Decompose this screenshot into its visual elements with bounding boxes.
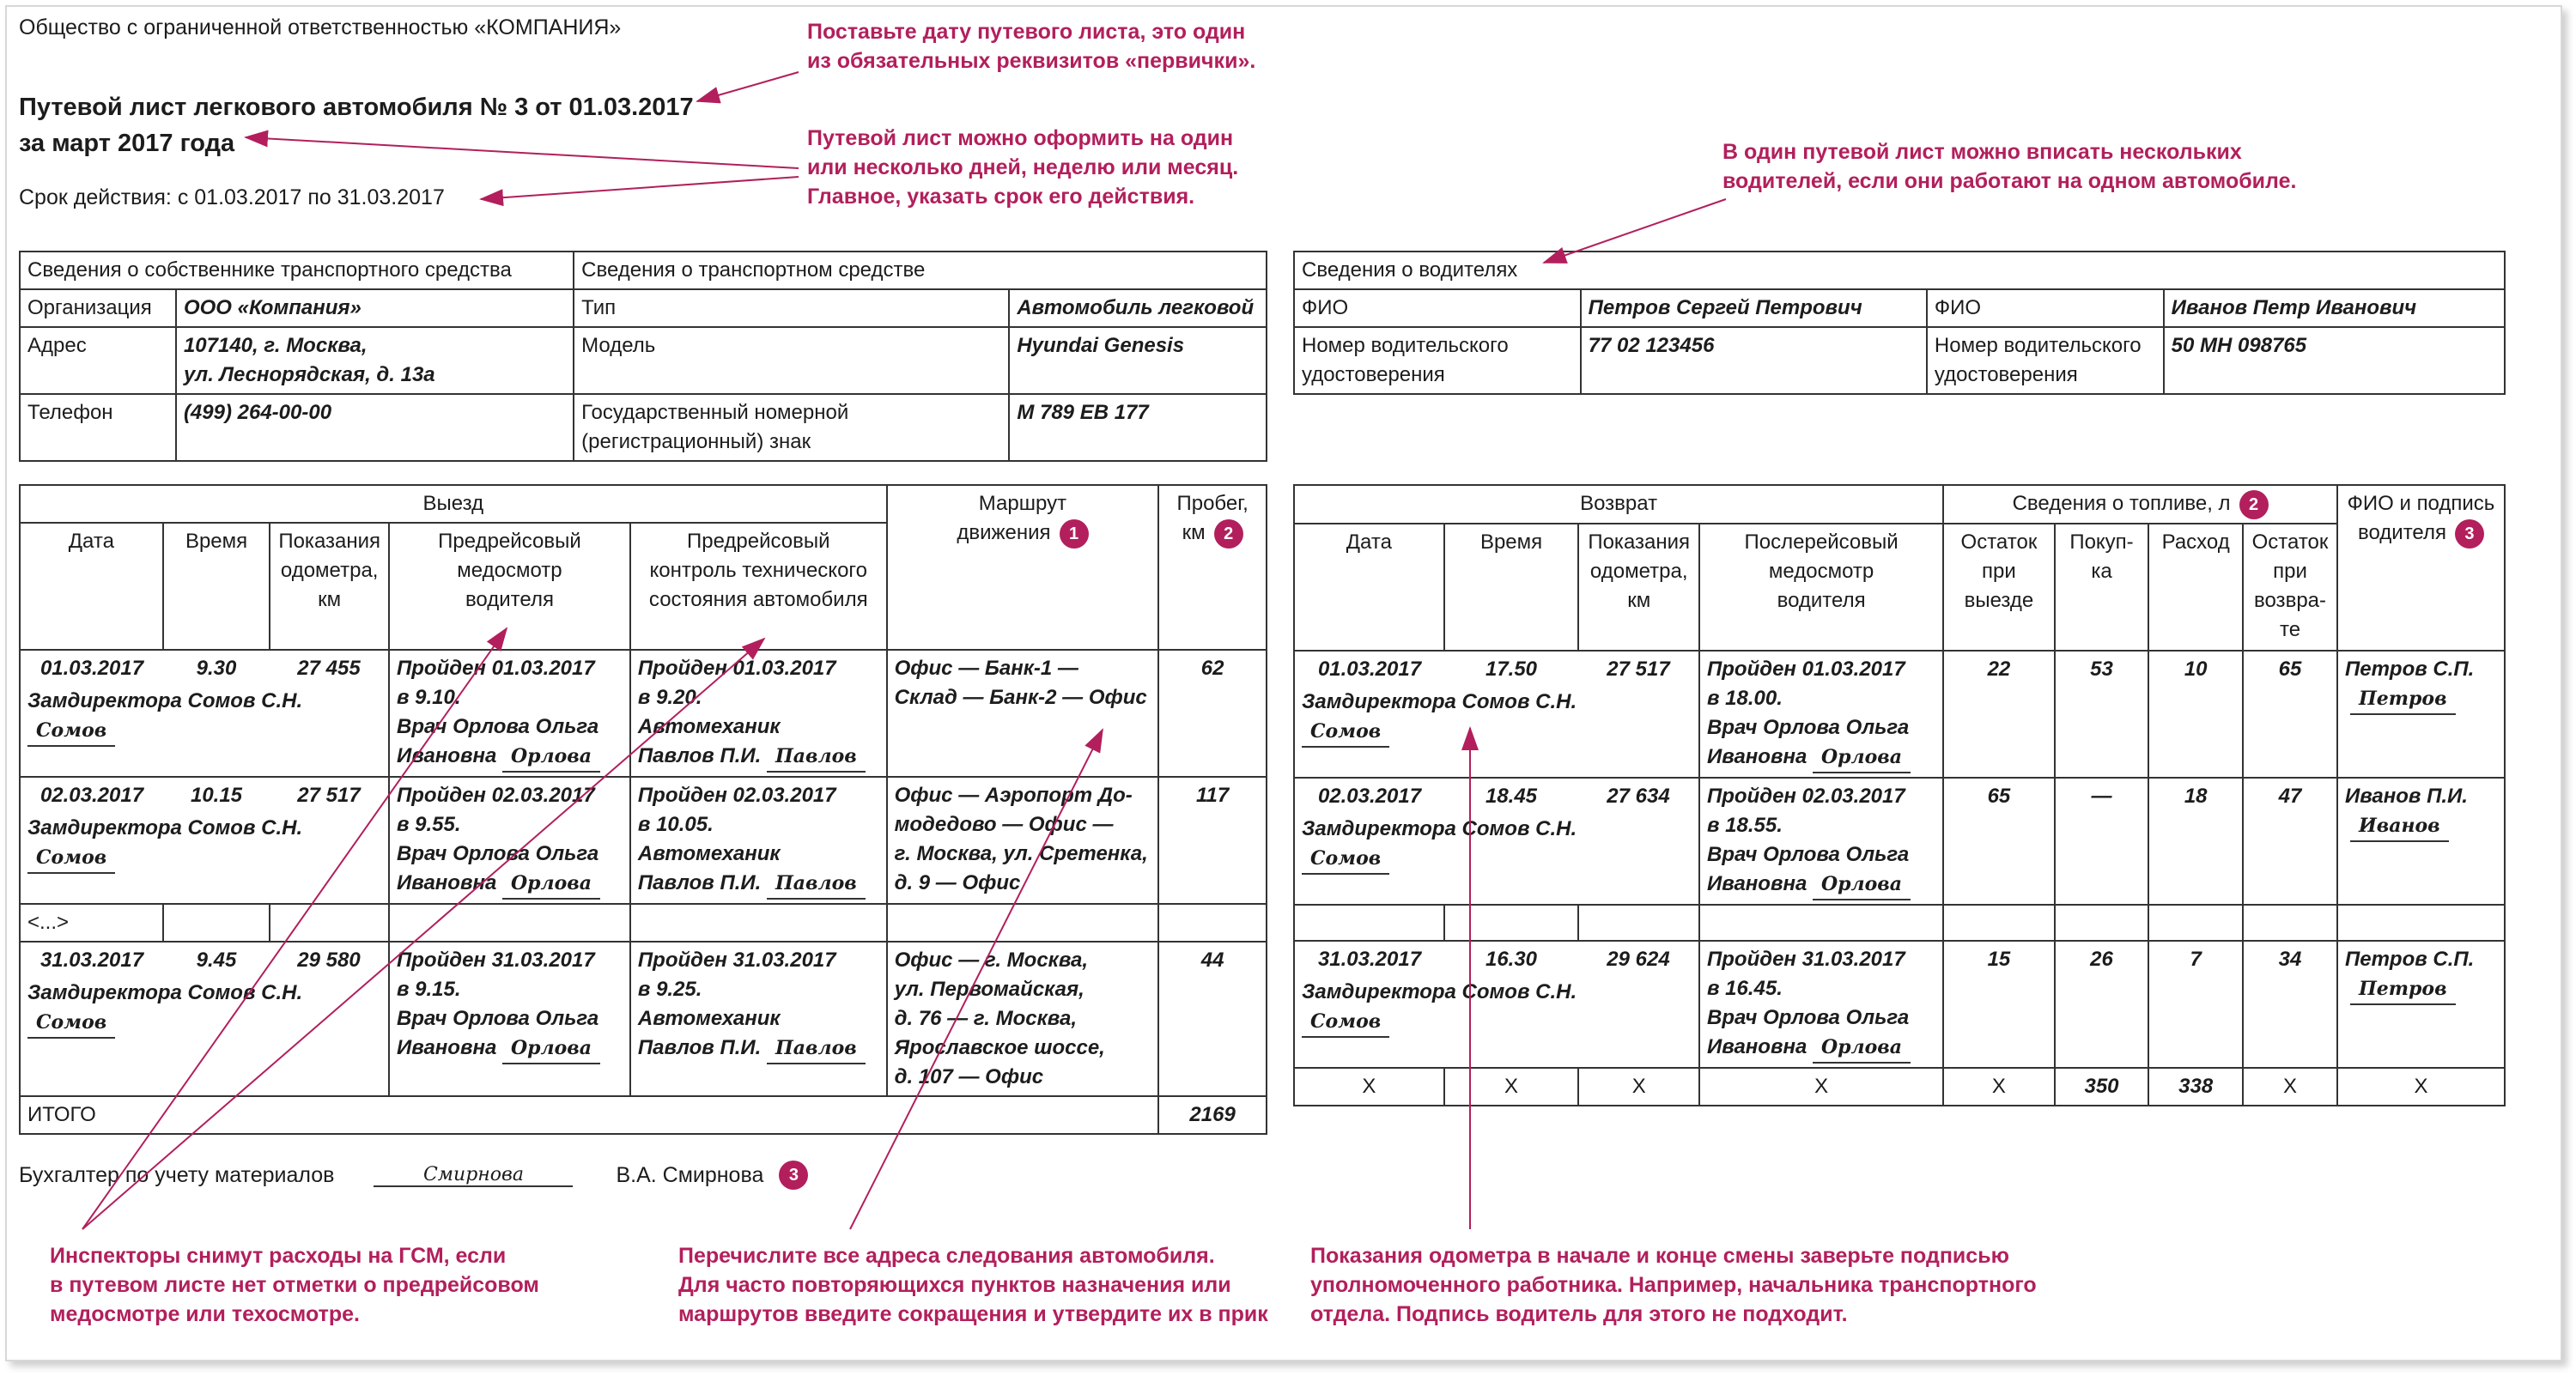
accountant-label: Бухгалтер по учету материалов xyxy=(19,1162,335,1187)
medical-line: Ивановна xyxy=(397,744,497,767)
medical-line: Врач Орлова Ольга xyxy=(397,715,599,738)
departure-date: 02.03.2017 xyxy=(39,784,144,807)
mechanic-signature: Павлов xyxy=(767,1034,866,1064)
medical-line: Врач Орлова Ольга xyxy=(397,1007,599,1030)
technical-line: в 10.05. xyxy=(637,813,714,836)
license-label-line: Номер водительского xyxy=(1302,334,1509,357)
medical-line: в 18.00. xyxy=(1707,686,1783,710)
drivers-header: Сведения о водителях xyxy=(1294,252,2505,289)
technical-line: Павлов П.И. xyxy=(637,744,762,767)
medical-sign-row xyxy=(1707,870,1935,900)
total-consumption: 338 xyxy=(2148,1068,2243,1106)
fuel-rest-in: 34 xyxy=(2243,941,2337,1068)
col-medical-line: Предрейсовый xyxy=(438,530,581,553)
technical-line: Павлов П.И. xyxy=(637,1036,762,1059)
annotation-odometer xyxy=(1310,1241,2037,1329)
driver-1-license: 77 02 123456 xyxy=(1581,327,1927,394)
fio-label: ФИО xyxy=(1927,289,2164,327)
medical-line: Пройден 31.03.2017 xyxy=(397,949,595,972)
technical-line: Пройден 01.03.2017 xyxy=(637,657,836,680)
annotation-line: Перечислите все адреса следования автомобиля. xyxy=(678,1244,1215,1268)
medical-line: Пройден 02.03.2017 xyxy=(397,784,595,807)
validity-period: Срок действия: с 01.03.2017 по 31.03.2017 xyxy=(19,185,445,209)
col-route-line-2 xyxy=(895,518,1151,549)
fuel-purchase: — xyxy=(2055,778,2149,905)
technical-line: Пройден 02.03.2017 xyxy=(637,784,836,807)
return-medical xyxy=(1699,778,1943,905)
annotation-line: из обязательных реквизитов «первички». xyxy=(807,49,1256,73)
empty-cell xyxy=(1444,905,1579,941)
col-driver-sign-line-2 xyxy=(2345,518,2497,549)
total-row xyxy=(1294,1068,2505,1106)
col-date: Дата xyxy=(20,523,163,650)
accountant-line xyxy=(19,1161,808,1190)
route-line: г. Москва, ул. Сретенка, xyxy=(894,842,1148,865)
return-time: 17.50 xyxy=(1485,657,1538,681)
fuel-rest-out: 65 xyxy=(1943,778,2055,905)
phone-label: Телефон xyxy=(20,394,176,461)
medical-line: Врач Орлова Ольга xyxy=(1707,1005,1910,1029)
accountant-name: В.А. Смирнова xyxy=(616,1162,764,1187)
org-value: ООО «Компания» xyxy=(176,289,574,327)
col-mileage-line: Пробег, xyxy=(1176,492,1249,515)
route-line: Офис — г. Москва, xyxy=(894,949,1089,972)
dispatcher-name: Замдиректора Сомов С.Н. xyxy=(27,981,303,1004)
driver-1-name: Петров Сергей Петрович xyxy=(1581,289,1927,327)
annotation-route xyxy=(678,1241,1279,1329)
fio-label: ФИО xyxy=(1294,289,1581,327)
address-value xyxy=(176,327,574,394)
medical-sign-row xyxy=(1707,1033,1935,1064)
address-line: 107140, г. Москва, xyxy=(183,334,368,357)
return-odometer: 29 624 xyxy=(1607,947,1670,971)
model-value: Hyundai Genesis xyxy=(1009,327,1267,394)
col-odometer-line: одометра, xyxy=(280,559,379,582)
departure-route xyxy=(887,650,1159,777)
medical-sign-row xyxy=(1707,743,1935,773)
col-consumption: Расход xyxy=(2148,524,2243,651)
license-label xyxy=(1294,327,1581,394)
mileage-badge: 2 xyxy=(1214,519,1243,549)
col-medical xyxy=(389,523,630,650)
annotation-line: уполномоченного работника. Например, начальника транспортного xyxy=(1310,1273,2037,1297)
departure-technical xyxy=(630,777,887,904)
empty-cell xyxy=(163,904,270,942)
medical-line: Ивановна xyxy=(1707,1034,1807,1058)
return-row xyxy=(1294,651,2505,778)
model-label: Модель xyxy=(574,327,1009,394)
route-badge: 1 xyxy=(1060,519,1089,549)
col-odometer-line: Показания xyxy=(1588,530,1691,554)
medical-line: в 9.15. xyxy=(397,978,461,1001)
route-line: Офис — Банк-1 — xyxy=(894,657,1078,680)
empty-cell xyxy=(1943,905,2055,941)
col-route xyxy=(887,485,1159,650)
col-odometer xyxy=(270,523,389,650)
driver-name: Иванов П.И. xyxy=(2344,784,2468,808)
empty-cell xyxy=(1578,905,1699,941)
return-medical xyxy=(1699,651,1943,778)
fuel-badge: 2 xyxy=(2239,490,2269,519)
medical-sign-row xyxy=(397,1034,623,1064)
fuel-consumption: 10 xyxy=(2148,651,2243,778)
annotation-drivers xyxy=(1722,137,2296,196)
col-rest-in xyxy=(2243,524,2337,651)
col-driver-sign xyxy=(2337,485,2505,651)
phone-value: (499) 264-00-00 xyxy=(176,394,574,461)
return-date-time-odometer xyxy=(1294,941,1699,1068)
annotation-line: медосмотре или техосмотре. xyxy=(50,1302,360,1326)
plate-label-line: Государственный номерной xyxy=(581,401,849,424)
col-rest-in-line: возвра- xyxy=(2254,588,2326,612)
col-odometer-line: км xyxy=(318,588,342,611)
fuel-rest-in: 47 xyxy=(2243,778,2337,905)
col-technical xyxy=(630,523,887,650)
medical-sign-row xyxy=(397,869,623,900)
col-rest-in-line: при xyxy=(2273,559,2307,583)
annotation-line: В один путевой лист можно вписать нескольких xyxy=(1722,140,2242,164)
medical-line: Пройден 31.03.2017 xyxy=(1707,947,1905,971)
driver-name: Петров С.П. xyxy=(2344,657,2475,681)
total-mark: Х xyxy=(1943,1068,2055,1106)
medical-line: в 9.10. xyxy=(397,686,461,709)
annotation-date xyxy=(807,17,1255,76)
medical-line: Ивановна xyxy=(397,1036,497,1059)
fuel-rest-in: 65 xyxy=(2243,651,2337,778)
medical-line: Врач Орлова Ольга xyxy=(1707,842,1910,866)
plate-value: М 789 ЕВ 177 xyxy=(1009,394,1267,461)
return-row xyxy=(1294,941,2505,1068)
technical-line: Пройден 31.03.2017 xyxy=(637,949,836,972)
annotation-line: Инспекторы снимут расходы на ГСМ, если xyxy=(50,1244,507,1268)
dispatcher-signature: Сомов xyxy=(1302,717,1389,748)
col-purchase xyxy=(2055,524,2149,651)
col-post-medical-line: медосмотр xyxy=(1768,559,1874,583)
departure-date: 31.03.2017 xyxy=(39,949,144,972)
departure-technical xyxy=(630,650,887,777)
departure-odometer: 29 580 xyxy=(297,949,361,972)
technical-line: в 9.20. xyxy=(637,686,702,709)
return-date: 02.03.2017 xyxy=(1317,784,1422,808)
departure-date-time-odometer xyxy=(20,650,389,777)
departure-technical xyxy=(630,942,887,1096)
total-mark: Х xyxy=(2243,1068,2337,1106)
return-time: 16.30 xyxy=(1485,947,1538,971)
col-technical-line: контроль технического xyxy=(649,559,867,582)
route-line: ул. Первомайская, xyxy=(894,978,1084,1001)
return-date: 01.03.2017 xyxy=(1317,657,1422,681)
col-odometer-line: км xyxy=(1627,588,1651,612)
doctor-signature: Орлова xyxy=(1813,870,1911,900)
departure-medical xyxy=(389,777,630,904)
driver-sign-cell xyxy=(2337,778,2505,905)
total-mark: Х xyxy=(1444,1068,1579,1106)
accountant-badge: 3 xyxy=(779,1161,808,1190)
col-technical-line: Предрейсовый xyxy=(686,530,830,553)
empty-cell xyxy=(1699,905,1943,941)
type-label: Тип xyxy=(574,289,1009,327)
license-label-line: удостоверения xyxy=(1934,363,2078,386)
medical-line: в 18.55. xyxy=(1707,813,1783,837)
fuel-rest-out: 22 xyxy=(1943,651,2055,778)
col-rest-out-line: выезде xyxy=(1964,588,2034,612)
departure-route xyxy=(887,942,1159,1096)
medical-line: Пройден 02.03.2017 xyxy=(1707,784,1905,808)
doctor-signature: Орлова xyxy=(1813,743,1911,773)
empty-cell xyxy=(2337,905,2505,941)
type-value: Автомобиль легковой xyxy=(1009,289,1267,327)
ellipsis-row xyxy=(1294,905,2505,941)
departure-group-header: Выезд xyxy=(20,485,887,523)
annotation-line: Поставьте дату путевого листа, это один xyxy=(807,20,1246,44)
fuel-consumption: 7 xyxy=(2148,941,2243,1068)
technical-line: Автомеханик xyxy=(637,842,781,865)
annotation-line: маршрутов введите сокращения и утвердите их в прик xyxy=(678,1302,1268,1326)
driver-signature: Иванов xyxy=(2350,811,2449,842)
technical-line: Автомеханик xyxy=(637,1007,781,1030)
col-rest-out xyxy=(1943,524,2055,651)
col-mileage-line-2 xyxy=(1166,518,1259,549)
technical-sign-row xyxy=(638,869,879,900)
address-label: Адрес xyxy=(20,327,176,394)
accountant-signature: Смирнова xyxy=(374,1164,573,1187)
plate-label-line: (регистрационный) знак xyxy=(581,430,811,453)
col-rest-in-line: Остаток xyxy=(2251,530,2329,554)
col-route-line: движения xyxy=(957,521,1051,544)
col-technical-line: состояния автомобиля xyxy=(648,588,868,611)
fuel-purchase: 26 xyxy=(2055,941,2149,1068)
route-line: Ярославское шоссе, xyxy=(894,1036,1105,1059)
total-row xyxy=(20,1096,1267,1134)
fuel-purchase: 53 xyxy=(2055,651,2149,778)
departure-odometer: 27 517 xyxy=(297,784,361,807)
col-post-medical xyxy=(1699,524,1943,651)
empty-cell xyxy=(2148,905,2243,941)
drivers-table xyxy=(1293,251,2506,395)
license-label xyxy=(1927,327,2164,394)
mechanic-signature: Павлов xyxy=(767,742,866,773)
annotation-line: Главное, указать срок его действия. xyxy=(807,185,1195,209)
return-row xyxy=(1294,778,2505,905)
route-line: Офис — Аэропорт До- xyxy=(894,784,1133,807)
driver-name: Петров С.П. xyxy=(2344,947,2475,971)
departure-medical xyxy=(389,942,630,1096)
medical-line: в 16.45. xyxy=(1707,976,1783,1000)
col-purchase-line: Покуп- xyxy=(2069,530,2134,554)
route-line: Склад — Банк-2 — Офис xyxy=(894,686,1147,709)
total-mark: Х xyxy=(1578,1068,1699,1106)
fuel-header-text: Сведения о топливе, л xyxy=(2012,492,2231,515)
driver-2-license: 50 МН 098765 xyxy=(2164,327,2505,394)
dispatcher-signature: Сомов xyxy=(1302,1007,1389,1038)
fuel-header xyxy=(1943,485,2337,524)
document-title xyxy=(19,89,694,161)
org-label: Организация xyxy=(20,289,176,327)
col-driver-sign-line: ФИО и подпись xyxy=(2347,492,2495,515)
return-medical xyxy=(1699,941,1943,1068)
ellipsis-row xyxy=(20,904,1267,942)
dispatcher-signature: Сомов xyxy=(27,716,115,747)
fuel-consumption: 18 xyxy=(2148,778,2243,905)
license-label-line: удостоверения xyxy=(1302,363,1445,386)
doctor-signature: Орлова xyxy=(502,869,600,900)
departure-mileage: 62 xyxy=(1158,650,1267,777)
return-odometer: 27 634 xyxy=(1607,784,1670,808)
technical-line: в 9.25. xyxy=(637,978,702,1001)
departure-medical xyxy=(389,650,630,777)
col-odometer-line: одометра, xyxy=(1589,559,1688,583)
departure-route xyxy=(887,777,1159,904)
return-table xyxy=(1293,484,2506,1106)
col-date: Дата xyxy=(1294,524,1444,651)
col-post-medical-line: водителя xyxy=(1777,588,1866,612)
col-odometer-line: Показания xyxy=(278,530,381,553)
empty-cell xyxy=(1294,905,1444,941)
annotation-period xyxy=(807,124,1238,211)
col-mileage xyxy=(1158,485,1267,650)
departure-time: 9.45 xyxy=(196,949,237,972)
return-time: 18.45 xyxy=(1485,784,1538,808)
medical-line: Врач Орлова Ольга xyxy=(1707,715,1910,739)
col-medical-line: медосмотр xyxy=(457,559,562,582)
medical-line: Пройден 01.03.2017 xyxy=(1707,657,1905,681)
total-mark: Х xyxy=(1699,1068,1943,1106)
departure-row xyxy=(20,650,1267,777)
return-date-time-odometer xyxy=(1294,778,1699,905)
annotation-inspectors xyxy=(50,1241,539,1329)
driver-sign-cell xyxy=(2337,651,2505,778)
fuel-rest-out: 15 xyxy=(1943,941,2055,1068)
medical-line: Врач Орлова Ольга xyxy=(397,842,599,865)
dispatcher-name: Замдиректора Сомов С.Н. xyxy=(27,816,303,840)
driver-signature: Петров xyxy=(2350,974,2456,1005)
return-odometer: 27 517 xyxy=(1607,657,1670,681)
dispatcher-signature: Сомов xyxy=(27,1008,115,1039)
owner-header: Сведения о собственнике транспортного средства xyxy=(20,252,574,289)
annotation-line: Показания одометра в начале и конце смены заверьте подписью xyxy=(1310,1244,2009,1268)
departure-time: 10.15 xyxy=(190,784,243,807)
empty-cell xyxy=(2055,905,2149,941)
total-mark: Х xyxy=(1294,1068,1444,1106)
route-line: модедово — Офис — xyxy=(894,813,1114,836)
annotation-line: в путевом листе нет отметки о предрейсовом xyxy=(50,1273,539,1297)
dispatcher-name: Замдиректора Сомов С.Н. xyxy=(1302,689,1577,713)
departure-row xyxy=(20,942,1267,1096)
col-rest-out-line: при xyxy=(1982,559,2016,583)
return-date-time-odometer xyxy=(1294,651,1699,778)
empty-cell xyxy=(1158,904,1267,942)
total-purchase: 350 xyxy=(2055,1068,2149,1106)
departure-time: 9.30 xyxy=(196,657,237,680)
departure-row xyxy=(20,777,1267,904)
mechanic-signature: Павлов xyxy=(767,869,866,900)
col-driver-sign-line: водителя xyxy=(2357,521,2446,544)
doctor-signature: Орлова xyxy=(502,1034,600,1064)
medical-line: Ивановна xyxy=(397,871,497,894)
total-mileage: 2169 xyxy=(1158,1096,1267,1134)
driver-sign-cell xyxy=(2337,941,2505,1068)
col-route-line: Маршрут xyxy=(978,492,1067,515)
dispatcher-name: Замдиректора Сомов С.Н. xyxy=(1302,816,1577,840)
doctor-signature: Орлова xyxy=(502,742,600,773)
col-medical-line: водителя xyxy=(465,588,554,611)
col-time: Время xyxy=(1444,524,1579,651)
medical-line: Ивановна xyxy=(1707,871,1807,895)
address-line: ул. Леснорядская, д. 13а xyxy=(183,363,435,386)
technical-line: Павлов П.И. xyxy=(637,871,762,894)
annotation-line: отдела. Подпись водитель для этого не подходит. xyxy=(1310,1302,1848,1326)
departure-date: 01.03.2017 xyxy=(39,657,144,680)
col-rest-out-line: Остаток xyxy=(1960,530,2038,554)
annotation-line: Путевой лист можно оформить на один xyxy=(807,126,1234,150)
driver-signature: Петров xyxy=(2350,684,2456,715)
departure-mileage: 44 xyxy=(1158,942,1267,1096)
medical-line: Пройден 01.03.2017 xyxy=(397,657,595,680)
col-rest-in-line: те xyxy=(2279,617,2301,641)
technical-line: Автомеханик xyxy=(637,715,781,738)
dispatcher-signature: Сомов xyxy=(27,843,115,874)
col-mileage-line: км xyxy=(1182,521,1206,544)
empty-cell xyxy=(270,904,389,942)
medical-line: в 9.55. xyxy=(397,813,461,836)
ellipsis-cell: <...> xyxy=(20,904,163,942)
doctor-signature: Орлова xyxy=(1813,1033,1911,1064)
dispatcher-name: Замдиректора Сомов С.Н. xyxy=(27,689,303,712)
col-time: Время xyxy=(163,523,270,650)
total-mark: Х xyxy=(2337,1068,2505,1106)
driver-2-name: Иванов Петр Иванович xyxy=(2164,289,2505,327)
plate-label xyxy=(574,394,1009,461)
route-line: д. 9 — Офис xyxy=(894,871,1021,894)
medical-line: Ивановна xyxy=(1707,744,1807,768)
col-post-medical-line: Послерейсовый xyxy=(1744,530,1899,554)
departure-odometer: 27 455 xyxy=(297,657,361,680)
departure-date-time-odometer xyxy=(20,777,389,904)
empty-cell xyxy=(389,904,630,942)
sign-badge: 3 xyxy=(2455,519,2484,549)
medical-sign-row xyxy=(397,742,623,773)
vehicle-header: Сведения о транспортном средстве xyxy=(574,252,1267,289)
technical-sign-row xyxy=(638,742,879,773)
owner-vehicle-table xyxy=(19,251,1267,462)
return-group-header: Возврат xyxy=(1294,485,1943,524)
organization-name: Общество с ограниченной ответственностью «КОМПАНИЯ» xyxy=(19,15,622,39)
departure-date-time-odometer xyxy=(20,942,389,1096)
route-line: д. 107 — Офис xyxy=(894,1065,1044,1088)
title-line-1: Путевой лист легкового автомобиля № 3 от 01.03.2017 xyxy=(19,94,694,121)
return-date: 31.03.2017 xyxy=(1317,947,1422,971)
total-label: ИТОГО xyxy=(20,1096,1158,1134)
route-line: д. 76 — г. Москва, xyxy=(894,1007,1077,1030)
annotation-line: или несколько дней, неделю или месяц. xyxy=(807,155,1239,179)
dispatcher-signature: Сомов xyxy=(1302,844,1389,875)
empty-cell xyxy=(887,904,1159,942)
col-odometer xyxy=(1578,524,1699,651)
empty-cell xyxy=(2243,905,2337,941)
dispatcher-name: Замдиректора Сомов С.Н. xyxy=(1302,979,1577,1003)
title-line-2: за март 2017 года xyxy=(19,130,235,157)
technical-sign-row xyxy=(638,1034,879,1064)
license-label-line: Номер водительского xyxy=(1934,334,2142,357)
annotation-line: Для часто повторяющихся пунктов назначения или xyxy=(678,1273,1231,1297)
empty-cell xyxy=(630,904,887,942)
departure-mileage: 117 xyxy=(1158,777,1267,904)
departure-table xyxy=(19,484,1267,1135)
col-purchase-line: ка xyxy=(2091,559,2112,583)
annotation-line: водителей, если они работают на одном автомобиле. xyxy=(1722,169,2297,193)
